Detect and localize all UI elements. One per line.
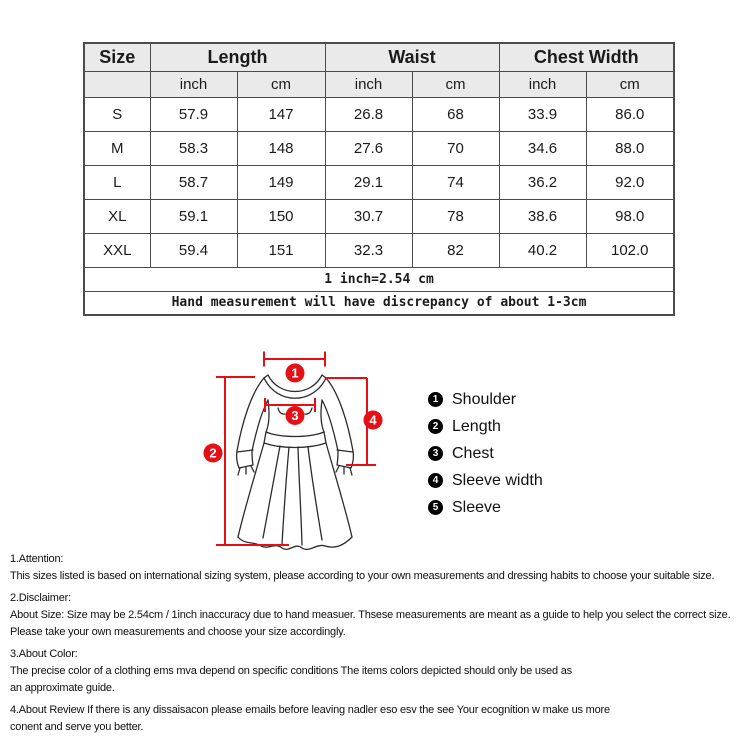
notes-block [10,551,746,736]
unit-cell: inch [499,71,586,97]
value-cell: 70 [412,131,499,165]
note-heading: 3.About Color: [10,648,78,660]
value-cell: 149 [237,165,325,199]
note-heading: 2.Disclaimer: [10,592,71,604]
note-text: Hand measurement will have discrepancy of about 1-3cm [84,291,674,315]
table-unit-row [84,71,674,97]
table-row-s [84,97,674,131]
unit-cell-empty [84,71,150,97]
col-header-length: Length [150,43,325,71]
note-line: 4.About Review If there is any dissaisacon please emails before leaving nadler eso esv the see Your ecognition w make us more [10,704,610,716]
value-cell: 59.1 [150,199,237,233]
value-cell: 58.7 [150,165,237,199]
note-line: The precise color of a clothing ems mva depend on specific conditions The items colors depicted should only be used as [10,665,572,677]
dress-measurement-diagram [185,335,425,570]
value-cell: 26.8 [325,97,412,131]
legend-item-length [428,413,543,440]
value-cell: 74 [412,165,499,199]
unit-cell: inch [325,71,412,97]
value-cell: 30.7 [325,199,412,233]
table-note-discrepancy [84,291,674,315]
size-label: XXL [84,233,150,267]
legend-label: Length [452,417,501,435]
table-row-l [84,165,674,199]
marker-3-number: 3 [291,408,299,423]
value-cell: 59.4 [150,233,237,267]
note-line: conent and serve you better. [10,721,144,733]
value-cell: 151 [237,233,325,267]
size-label: XL [84,199,150,233]
value-cell: 58.3 [150,131,237,165]
value-cell: 68 [412,97,499,131]
marker-1-number: 1 [291,365,299,381]
size-label: S [84,97,150,131]
value-cell: 40.2 [499,233,586,267]
value-cell: 34.6 [499,131,586,165]
note-section-attention [10,551,746,585]
value-cell: 78 [412,199,499,233]
circled-number-icon: 3 [428,446,443,461]
col-header-chest-width: Chest Width [499,43,674,71]
circled-number-icon: 5 [428,500,443,515]
table-header-row [84,43,674,71]
note-section-about-color [10,646,746,697]
note-section-disclaimer [10,590,746,641]
value-cell: 86.0 [586,97,674,131]
unit-cell: cm [412,71,499,97]
legend-item-sleeve [428,494,543,521]
unit-cell: cm [237,71,325,97]
value-cell: 88.0 [586,131,674,165]
table-row-xxl [84,233,674,267]
value-cell: 33.9 [499,97,586,131]
value-cell: 32.3 [325,233,412,267]
note-line: an approximate guide. [10,682,115,694]
note-heading: 1.Attention: [10,553,64,565]
note-line: This sizes listed is based on international sizing system, please according to your own measurements and dressing habits to choose your suitable size. [10,570,715,582]
dress-outline [237,375,354,549]
table-row-xl [84,199,674,233]
marker-4-number: 4 [369,412,377,428]
value-cell: 38.6 [499,199,586,233]
value-cell: 82 [412,233,499,267]
legend-label: Chest [452,444,494,462]
size-chart-table [83,42,675,316]
col-header-waist: Waist [325,43,499,71]
circled-number-icon: 1 [428,392,443,407]
legend-label: Sleeve width [452,471,543,489]
size-label: M [84,131,150,165]
note-line: Please take your own measurements and choose your size accordingly. [10,626,346,638]
marker-2-number: 2 [209,445,217,461]
unit-cell: inch [150,71,237,97]
measurement-legend [428,386,543,521]
value-cell: 98.0 [586,199,674,233]
value-cell: 102.0 [586,233,674,267]
value-cell: 57.9 [150,97,237,131]
value-cell: 150 [237,199,325,233]
circled-number-icon: 4 [428,473,443,488]
value-cell: 27.6 [325,131,412,165]
note-line: About Size: Size may be 2.54cm / 1inch inaccuracy due to hand measuer. Thsese measurements are meant as a guide to help you select the correct size. [10,609,731,621]
legend-item-sleeve-width [428,467,543,494]
table-note-inch-cm [84,267,674,291]
value-cell: 92.0 [586,165,674,199]
table-row-m [84,131,674,165]
legend-label: Shoulder [452,390,517,408]
note-section-about-review [10,702,746,736]
note-text: 1 inch=2.54 cm [84,267,674,291]
value-cell: 29.1 [325,165,412,199]
value-cell: 147 [237,97,325,131]
col-header-size: Size [84,43,150,71]
unit-cell: cm [586,71,674,97]
circled-number-icon: 2 [428,419,443,434]
value-cell: 36.2 [499,165,586,199]
legend-label: Sleeve [452,498,501,516]
legend-item-chest [428,440,543,467]
legend-item-shoulder [428,386,543,413]
value-cell: 148 [237,131,325,165]
size-label: L [84,165,150,199]
